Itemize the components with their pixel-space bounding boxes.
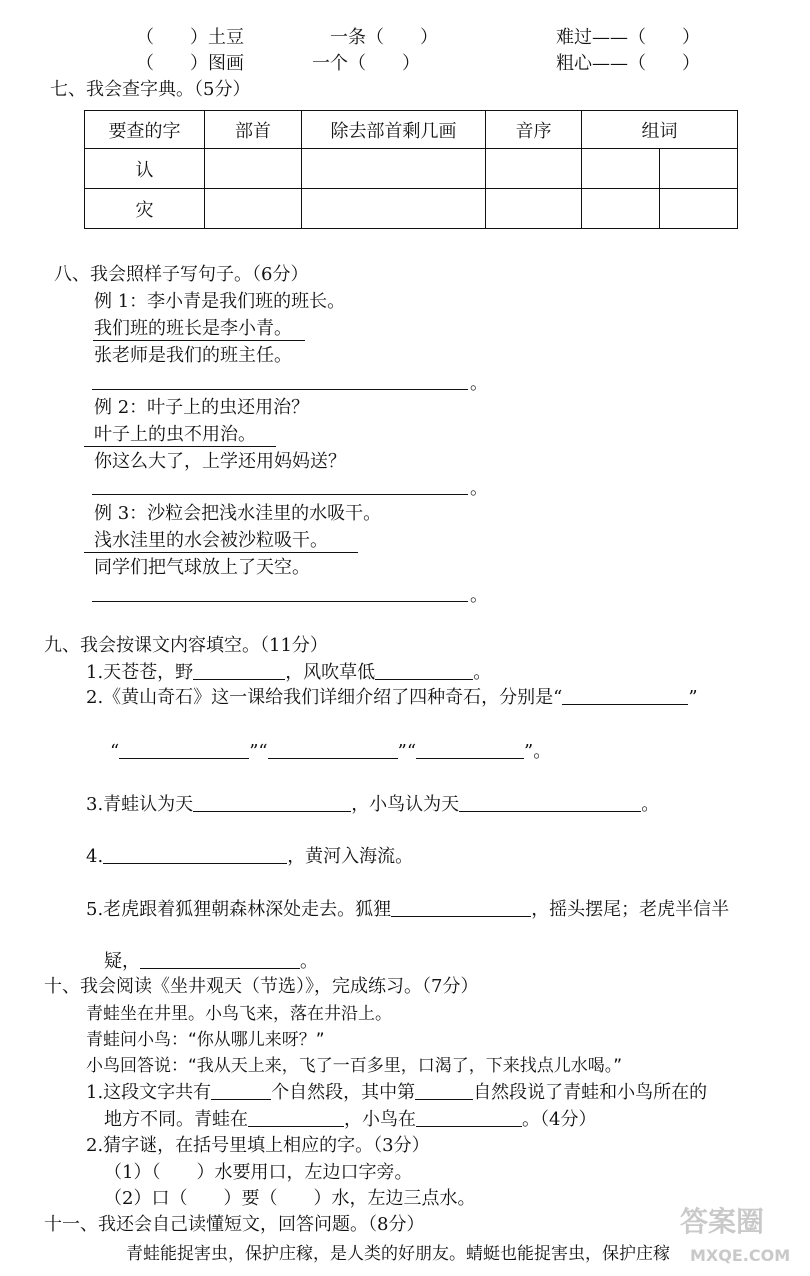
table-header-char: 要查的字 (85, 111, 205, 149)
table-cell-empty[interactable] (302, 189, 486, 229)
example1: 例 1：李小青是我们班的班长。 (94, 291, 346, 312)
table-cell-empty[interactable] (486, 189, 582, 229)
blank[interactable] (211, 1081, 271, 1100)
q1-text-a: 1.这段文字共有 (86, 1082, 212, 1103)
answer-line-2[interactable] (92, 494, 468, 495)
passage-line-2: 青蛙问小鸟：“你从哪儿来呀？” (86, 1030, 325, 1050)
quote-open: “ (406, 741, 417, 762)
table-cell-empty[interactable] (302, 149, 486, 189)
item1-text-c: 。 (473, 662, 492, 683)
blank[interactable] (562, 686, 688, 705)
blank[interactable] (248, 1108, 344, 1127)
item5-text-b: ，摇头摆尾；老虎半信半 (531, 899, 730, 920)
quote-open: “ (553, 687, 563, 708)
table-cell-empty[interactable] (205, 189, 302, 229)
period: 。 (470, 373, 488, 394)
blank[interactable] (415, 1081, 473, 1100)
table-header-initial: 音序 (486, 111, 582, 149)
example3: 例 3：沙粒会把浅水洼里的水吸干。 (94, 503, 382, 524)
fill-item-2-cont (110, 740, 551, 764)
table-cell-empty[interactable] (205, 149, 302, 189)
quote-close: ” (249, 741, 259, 762)
q1-text-f: 。（4分） (522, 1109, 597, 1130)
section11-title: 十一、我还会自己读懂短文，回答问题。（8分） (44, 1214, 425, 1235)
watermark-url: MXQE.COM (690, 1246, 791, 1265)
item5-text-d: 。 (300, 951, 318, 972)
item4-text-b: ，黄河入海流。 (287, 846, 414, 867)
item3-text-c: 。 (641, 794, 660, 815)
blank[interactable] (140, 950, 300, 969)
table-row-char: 灾 (85, 189, 205, 229)
reading-q2: 2.猜字谜，在括号里填上相应的字。（3分） (86, 1135, 430, 1156)
table-cell-empty[interactable] (660, 149, 738, 189)
item4-text-a: 4. (86, 846, 104, 867)
blank[interactable] (459, 793, 641, 812)
top-row2-col3: 粗心——（ ） (556, 53, 700, 74)
blank[interactable] (193, 661, 285, 680)
riddle-2: （2）口（ ）要（ ）水，左边三点水。 (104, 1188, 476, 1209)
example3-answer: 浅水洼里的水会被沙粒吸干。 (94, 530, 328, 551)
question1: 张老师是我们的班主任。 (94, 345, 292, 366)
blank[interactable] (375, 661, 473, 680)
item5-text-c: 疑， (104, 951, 140, 972)
q1-text-c: 自然段说了青蛙和小鸟所在的 (473, 1082, 708, 1103)
blank[interactable] (103, 845, 287, 864)
watermark-logo: 答案圈 (680, 1205, 765, 1238)
period: 。 (533, 741, 552, 762)
reading-q1 (86, 1081, 707, 1105)
fill-item-1 (86, 661, 491, 685)
top-row1-col1: （ ）土豆 (136, 27, 244, 48)
table-header-radical: 部首 (205, 111, 302, 149)
answer-line-1[interactable] (92, 389, 468, 390)
example3-underline (84, 552, 358, 553)
example2-underline (84, 446, 276, 447)
table-header-words: 组词 (582, 111, 738, 149)
blank[interactable] (416, 1108, 522, 1127)
quote-close: ” (397, 741, 407, 762)
blank[interactable] (391, 898, 531, 917)
example1-answer: 我们班的班长是李小青。 (94, 318, 292, 339)
answer-line-3[interactable] (92, 601, 468, 602)
blank[interactable] (416, 740, 524, 759)
quote-open: “ (110, 741, 120, 762)
fill-item-2 (86, 686, 698, 710)
question2: 你这么大了，上学还用妈妈送？ (94, 451, 346, 472)
quote-open: “ (258, 741, 268, 762)
question3: 同学们把气球放上了天空。 (94, 557, 310, 578)
blank[interactable] (268, 740, 398, 759)
passage-line-1: 青蛙坐在井里。小鸟飞来，落在井沿上。 (86, 1004, 392, 1024)
table-cell-empty[interactable] (660, 189, 738, 229)
quote-close: ” (524, 741, 534, 762)
table-row-char: 认 (85, 149, 205, 189)
table-cell-empty[interactable] (582, 189, 660, 229)
example2: 例 2：叶子上的虫还用治？ (94, 397, 310, 418)
riddle-1: （1）（ ）水要用口，左边口字旁。 (104, 1162, 413, 1183)
item3-text-a: 3.青蛙认为天 (86, 794, 194, 815)
quote-close: ” (688, 687, 698, 708)
top-row1-col3: 难过——（ ） (556, 27, 700, 48)
section8-title: 八、我会照样子写句子。（6分） (54, 264, 309, 285)
top-row2-col2: 一个（ ） (312, 53, 420, 74)
short-passage: 青蛙能捉害虫，保护庄稼，是人类的好朋友。蜻蜓也能捉害虫，保护庄稼 (126, 1244, 670, 1264)
fill-item-5 (86, 898, 729, 922)
top-row1-col2: 一条（ ） (330, 27, 438, 48)
item1-text-b: ，风吹草低 (285, 662, 376, 683)
table-cell-empty[interactable] (582, 149, 660, 189)
reading-q1-cont (104, 1108, 596, 1132)
table-header-strokes: 除去部首剩几画 (302, 111, 486, 149)
blank[interactable] (119, 740, 249, 759)
item3-text-b: ，小鸟认为天 (351, 794, 460, 815)
section10-title: 十、我会阅读《坐井观天（节选）》，完成练习。（7分） (44, 976, 479, 997)
q1-text-e: ，小鸟在 (344, 1109, 416, 1130)
example2-answer: 叶子上的虫不用治。 (94, 424, 256, 445)
period: 。 (470, 478, 488, 499)
fill-item-5-cont (104, 950, 318, 974)
item2-text: 2.《黄山奇石》这一课给我们详细介绍了四种奇石，分别是 (86, 687, 554, 708)
blank[interactable] (193, 793, 351, 812)
q1-text-b: 个自然段，其中第 (271, 1082, 416, 1103)
example1-underline (93, 340, 305, 341)
item5-text-a: 5.老虎跟着狐狸朝森林深处走去。狐狸 (86, 899, 392, 920)
dictionary-table (84, 110, 738, 229)
section9-title: 九、我会按课文内容填空。（11分） (44, 635, 328, 656)
top-row2-col1: （ ）图画 (136, 53, 244, 74)
q1-text-d: 地方不同。青蛙在 (104, 1109, 248, 1130)
period: 。 (470, 585, 488, 606)
passage-line-3: 小鸟回答说：“我从天上来，飞了一百多里，口渴了，下来找点儿水喝。” (86, 1056, 623, 1076)
fill-item-4 (86, 845, 413, 869)
section7-title: 七、我会查字典。（5分） (50, 79, 251, 100)
table-cell-empty[interactable] (486, 149, 582, 189)
fill-item-3 (86, 793, 659, 817)
item1-text-a: 1.天苍苍，野 (86, 662, 194, 683)
